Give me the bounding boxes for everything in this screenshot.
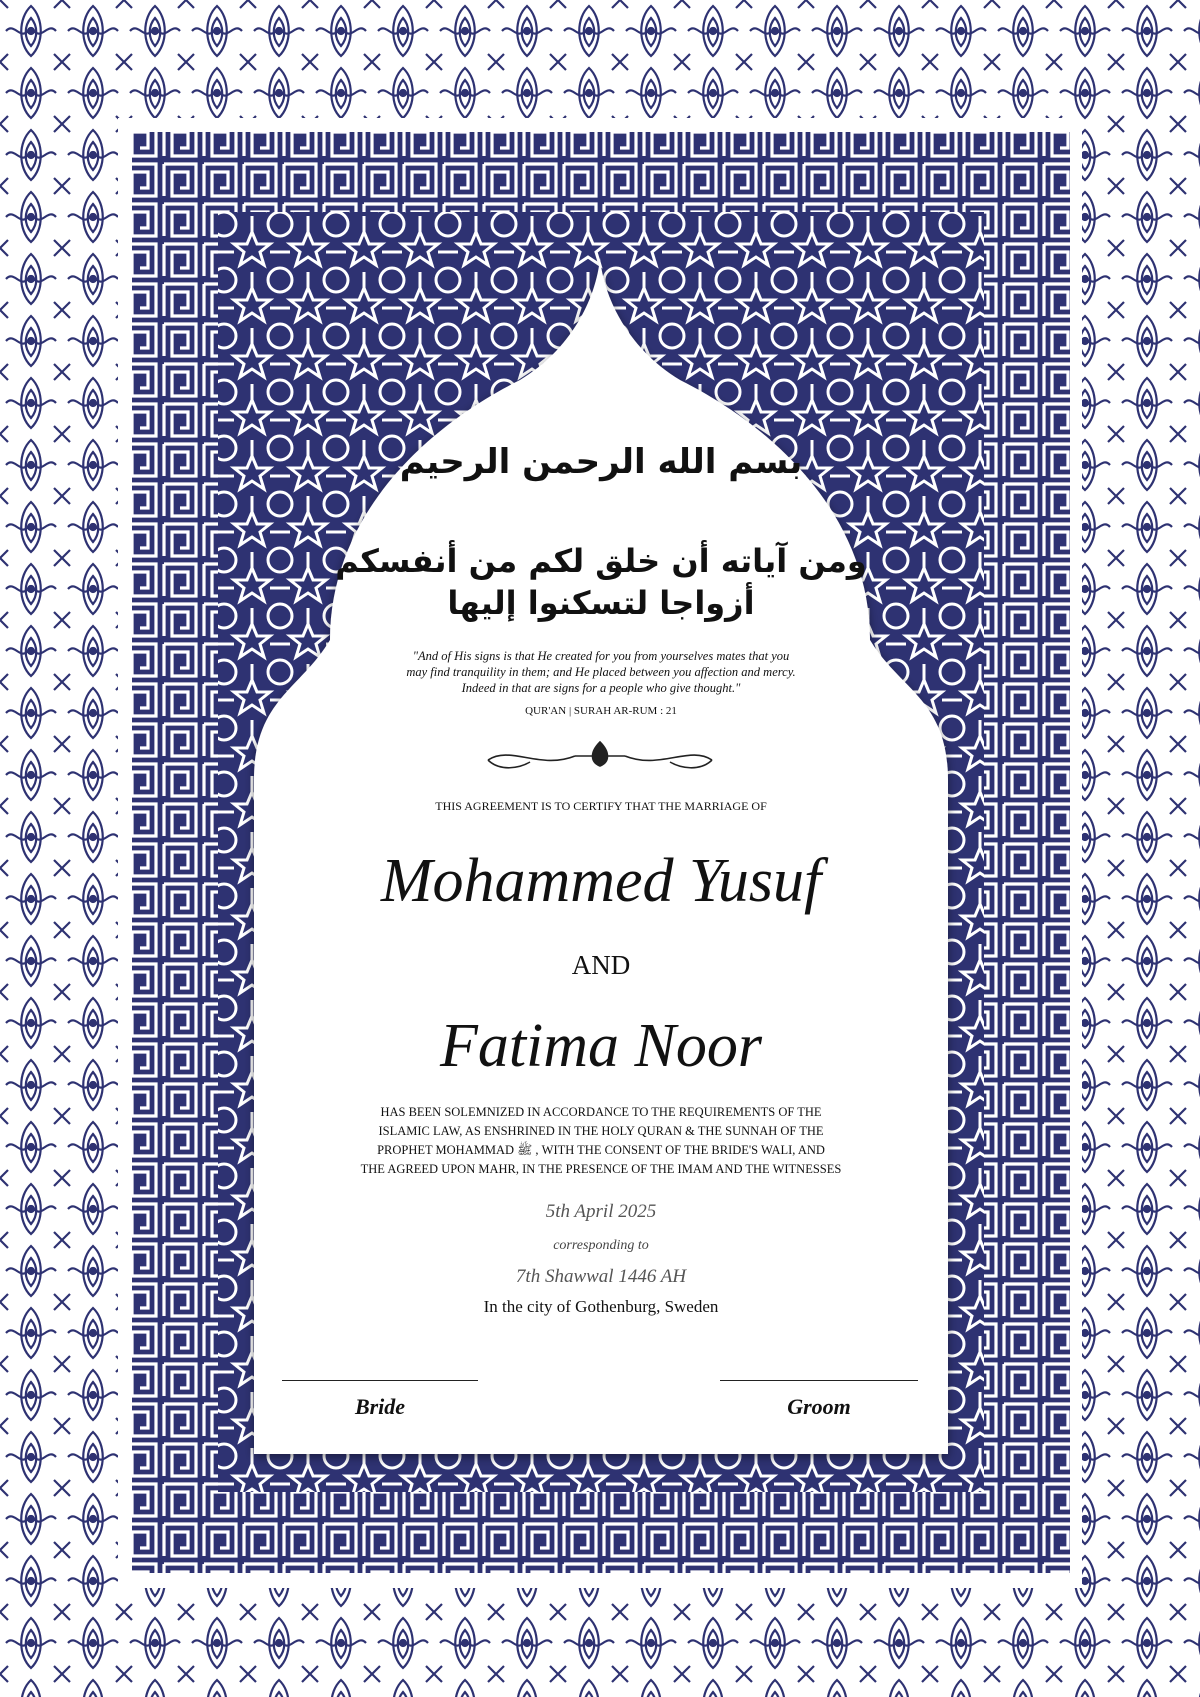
corresponding-text: corresponding to <box>553 1238 649 1253</box>
groom-label: Groom <box>787 1394 851 1419</box>
verse-translation <box>254 648 948 696</box>
gregorian-date: 5th April 2025 <box>545 1201 657 1222</box>
body-line: ISLAMIC LAW, AS ENSHRINED IN THE HOLY QURAN & THE SUNNAH OF THE <box>378 1124 824 1138</box>
conjunction: AND <box>571 950 631 980</box>
body-line: PROPHET MOHAMMAD ﷺ , WITH THE CONSENT OF THE BRIDE'S WALI, AND <box>377 1143 825 1157</box>
quote-line: may find tranquility in them; and He placed between you affection and mercy. <box>406 665 796 679</box>
location-text: In the city of Gothenburg, Sweden <box>483 1297 719 1316</box>
quote-line: Indeed in that are signs for a people who give thought." <box>461 681 741 695</box>
bride-label: Bride <box>354 1394 406 1419</box>
bride-signature-line[interactable] <box>282 1380 478 1381</box>
groom-signature-line[interactable] <box>720 1380 918 1381</box>
body-line: THE AGREED UPON MAHR, IN THE PRESENCE OF THE IMAM AND THE WITNESSES <box>360 1162 842 1176</box>
verse-citation: QUR'AN | SURAH AR-RUM : 21 <box>525 705 677 717</box>
intro-text: THIS AGREEMENT IS TO CERTIFY THAT THE MARRIAGE OF <box>435 799 767 813</box>
solemnization-text <box>254 1103 948 1179</box>
hijri-date: 7th Shawwal 1446 AH <box>515 1266 687 1287</box>
quote-line: "And of His signs is that He created for you from yourselves mates that you <box>412 649 790 663</box>
verse-calligraphy: ومن آياته أن خلق لكم من أنفسكم أزواجا لتسكنوا إليها <box>335 542 867 622</box>
bride-name: Fatima Noor <box>439 1012 763 1080</box>
groom-name: Mohammed Yusuf <box>380 847 822 915</box>
body-line: HAS BEEN SOLEMNIZED IN ACCORDANCE TO THE REQUIREMENTS OF THE <box>380 1105 822 1119</box>
bismillah-calligraphy: بسم الله الرحمن الرحيم <box>399 442 803 482</box>
